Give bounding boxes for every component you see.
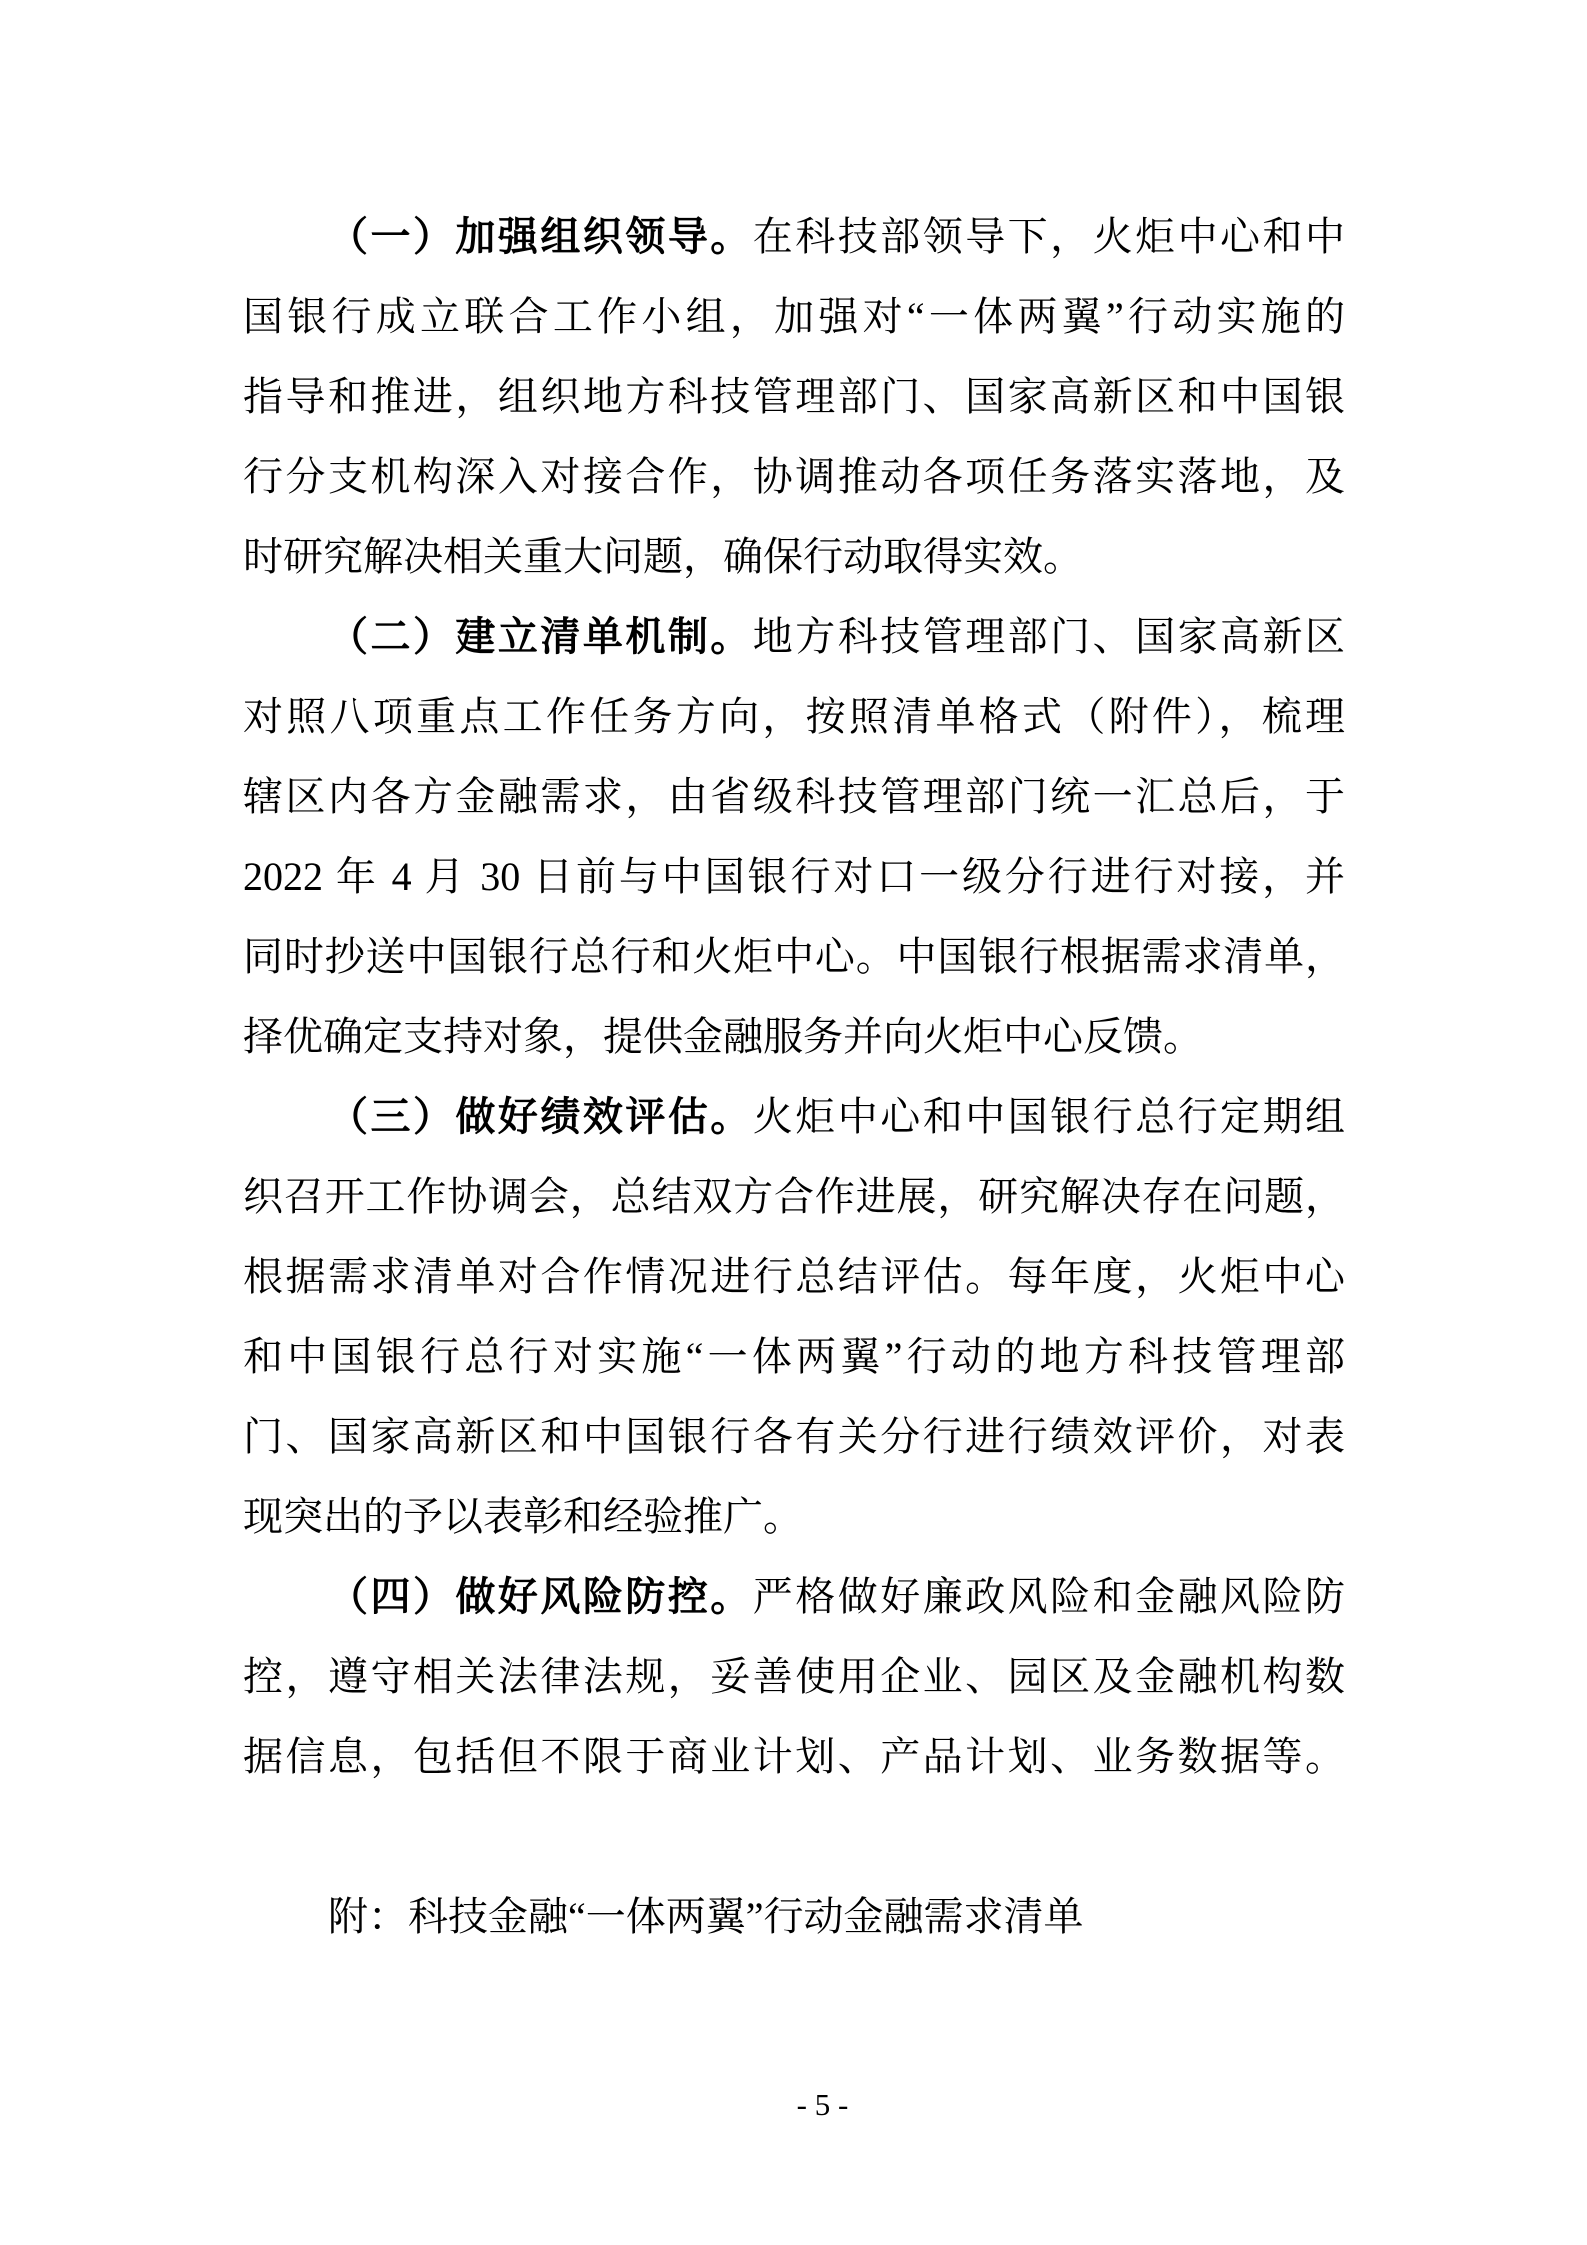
text-line — [243, 1557, 1345, 1637]
text-line — [243, 197, 1345, 277]
line-text: 地方科技管理部门、国家高新区 — [752, 614, 1346, 659]
text-line — [243, 917, 1345, 997]
line-text: 严格做好廉政风险和金融风险防 — [752, 1574, 1346, 1619]
text-line — [243, 1477, 1345, 1557]
text-line — [243, 277, 1345, 357]
line-text: 门、国家高新区和中国银行各有关分行进行绩效评价，对表 — [243, 1414, 1345, 1459]
attachment-text: 附：科技金融“一体两翼”行动金融需求清单 — [328, 1894, 1084, 1939]
text-line — [243, 677, 1345, 757]
section-3-heading: （三）做好绩效评估。 — [328, 1094, 753, 1139]
line-text: 现突出的予以表彰和经验推广。 — [243, 1494, 803, 1539]
document-body — [243, 197, 1345, 1957]
text-line — [243, 517, 1345, 597]
text-line — [243, 437, 1345, 517]
line-text: 火炬中心和中国银行总行定期组 — [752, 1094, 1346, 1139]
blank-line — [243, 1797, 1345, 1877]
line-text: 根据需求清单对合作情况进行总结评估。每年度，火炬中心 — [243, 1254, 1345, 1299]
text-line — [243, 837, 1345, 917]
text-line — [243, 597, 1345, 677]
text-line — [243, 1077, 1345, 1157]
text-line — [243, 1237, 1345, 1317]
line-text: 同时抄送中国银行总行和火炬中心。中国银行根据需求清单， — [243, 934, 1345, 979]
text-line — [243, 1317, 1345, 1397]
text-line — [243, 1717, 1345, 1797]
line-text: 国银行成立联合工作小组，加强对“一体两翼”行动实施的 — [243, 294, 1345, 339]
line-text: 指导和推进，组织地方科技管理部门、国家高新区和中国银 — [243, 374, 1345, 419]
text-line — [243, 757, 1345, 837]
line-text: 辖区内各方金融需求，由省级科技管理部门统一汇总后，于 — [243, 774, 1345, 819]
section-2-heading: （二）建立清单机制。 — [328, 614, 753, 659]
line-text: 择优确定支持对象，提供金融服务并向火炬中心反馈。 — [243, 1014, 1203, 1059]
line-text: 和中国银行总行对实施“一体两翼”行动的地方科技管理部 — [243, 1334, 1345, 1379]
attachment-line — [243, 1877, 1345, 1957]
line-text: 行分支机构深入对接合作，协调推动各项任务落实落地，及 — [243, 454, 1345, 499]
line-text: 控，遵守相关法律法规，妥善使用企业、园区及金融机构数 — [243, 1654, 1345, 1699]
section-1-heading: （一）加强组织领导。 — [328, 214, 753, 259]
line-text: 据信息，包括但不限于商业计划、产品计划、业务数据等。 — [243, 1734, 1345, 1779]
page-number: - 5 - — [796, 2087, 849, 2122]
line-text: 织召开工作协调会，总结双方合作进展，研究解决存在问题， — [243, 1174, 1345, 1219]
text-line — [243, 357, 1345, 437]
line-text: 时研究解决相关重大问题，确保行动取得实效。 — [243, 534, 1083, 579]
line-text: 2022 年 4 月 30 日前与中国银行对口一级分行进行对接，并 — [243, 854, 1345, 899]
line-text: 在科技部领导下，火炬中心和中 — [752, 214, 1346, 259]
text-line — [243, 1397, 1345, 1477]
text-line — [243, 997, 1345, 1077]
text-line — [243, 1637, 1345, 1717]
section-4-heading: （四）做好风险防控。 — [328, 1574, 753, 1619]
text-line — [243, 1157, 1345, 1237]
line-text: 对照八项重点工作任务方向，按照清单格式（附件），梳理 — [243, 694, 1345, 739]
